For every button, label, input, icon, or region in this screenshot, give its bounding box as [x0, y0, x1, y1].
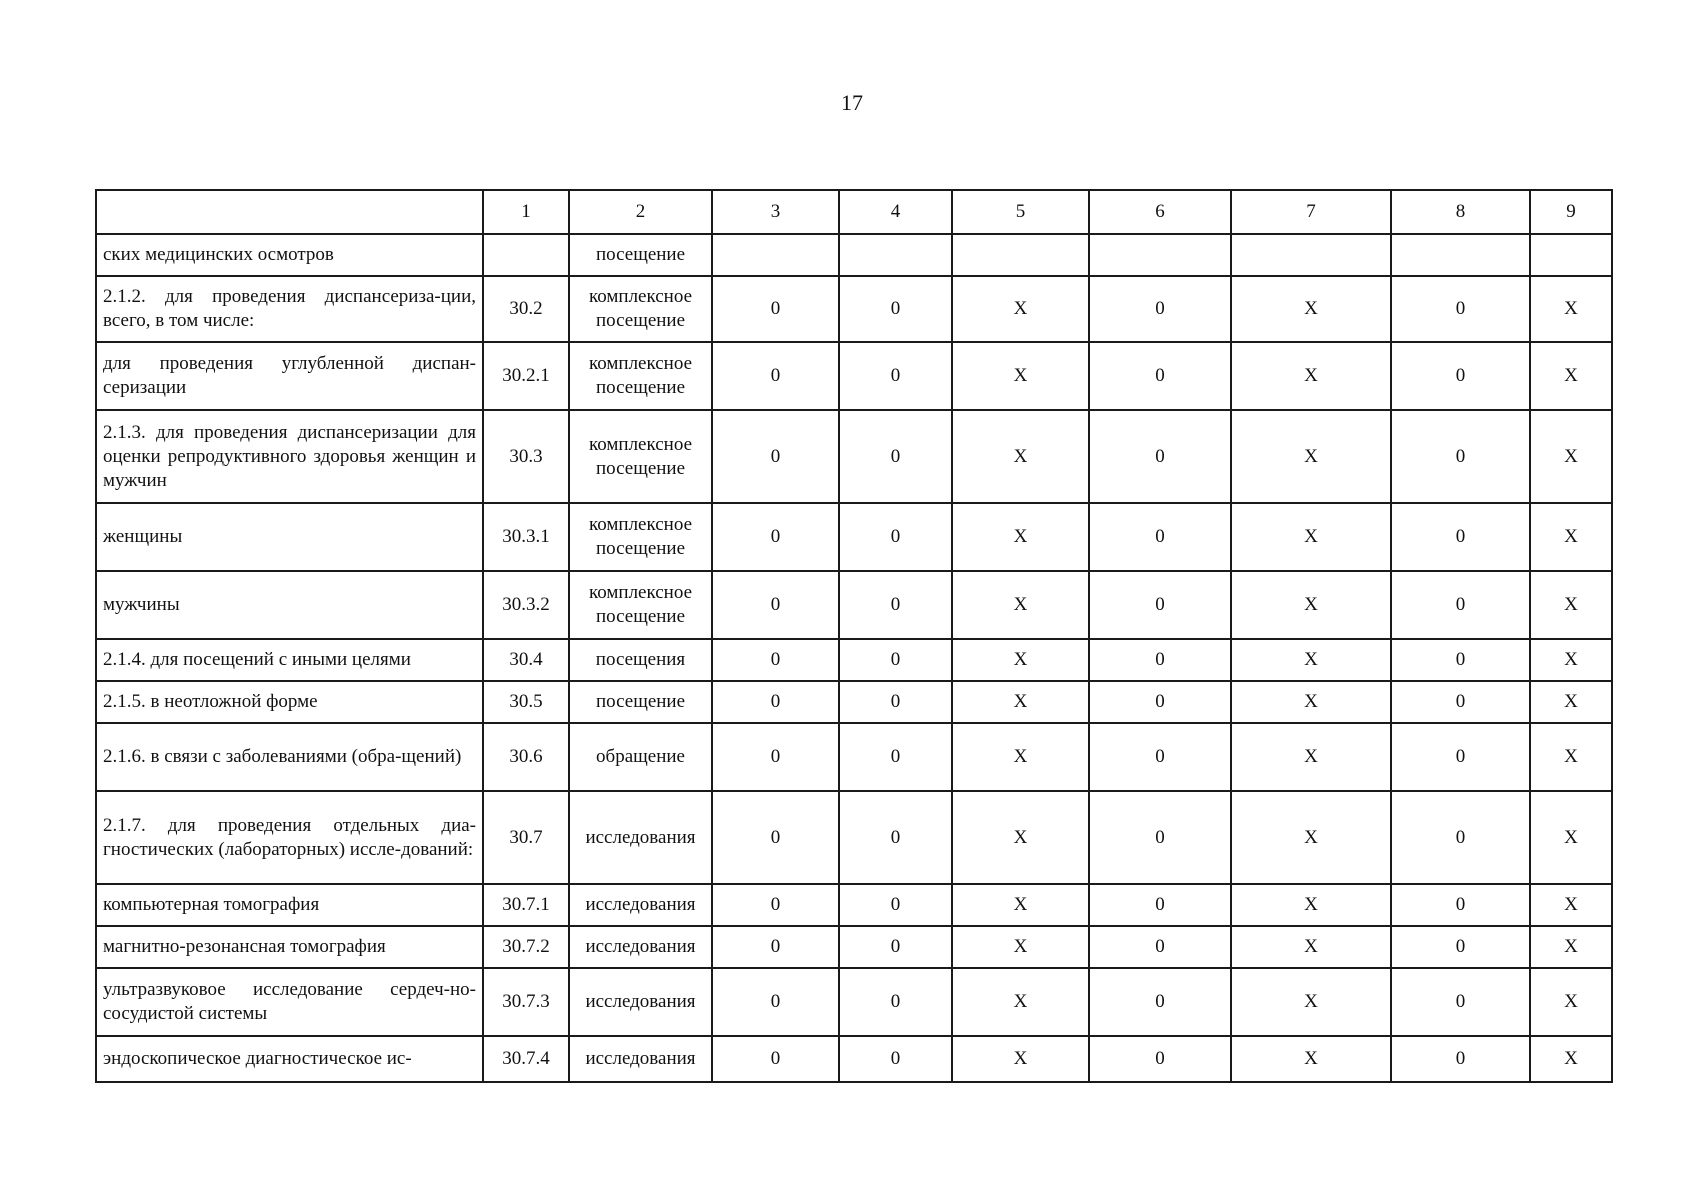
cell-c6: 0 — [1089, 639, 1231, 681]
cell-c5: X — [952, 723, 1089, 791]
cell-c6: 0 — [1089, 410, 1231, 503]
cell-code: 30.7.2 — [483, 926, 569, 968]
cell-c4: 0 — [839, 503, 952, 571]
cell-c4: 0 — [839, 926, 952, 968]
page-number: 17 — [841, 90, 863, 115]
cell-c4: 0 — [839, 276, 952, 342]
cell-c9: X — [1530, 410, 1612, 503]
cell-c4: 0 — [839, 791, 952, 884]
cell-c6: 0 — [1089, 571, 1231, 639]
header-cell-c5: 5 — [952, 190, 1089, 234]
cell-c9 — [1530, 234, 1612, 276]
cell-code: 30.4 — [483, 639, 569, 681]
header-cell-c6: 6 — [1089, 190, 1231, 234]
table-header-row — [96, 190, 1612, 234]
cell-c5: X — [952, 410, 1089, 503]
table-row — [96, 1036, 1612, 1082]
cell-c7: X — [1231, 276, 1391, 342]
table-row — [96, 234, 1612, 276]
table-row — [96, 681, 1612, 723]
cell-c7: X — [1231, 791, 1391, 884]
cell-unit: обращение — [569, 723, 712, 791]
header-cell-c7: 7 — [1231, 190, 1391, 234]
cell-c9: X — [1530, 1036, 1612, 1082]
cell-unit: исследования — [569, 968, 712, 1036]
cell-name: эндоскопическое диагностическое ис- — [96, 1036, 483, 1082]
table-row — [96, 410, 1612, 503]
table-row — [96, 968, 1612, 1036]
cell-unit: посещение — [569, 234, 712, 276]
header-cell-c8: 8 — [1391, 190, 1530, 234]
cell-code: 30.3.2 — [483, 571, 569, 639]
table-row — [96, 276, 1612, 342]
cell-c4: 0 — [839, 968, 952, 1036]
cell-c3: 0 — [712, 681, 839, 723]
cell-c3 — [712, 234, 839, 276]
cell-unit: комплексное посещение — [569, 276, 712, 342]
cell-c3: 0 — [712, 342, 839, 410]
cell-unit: исследования — [569, 791, 712, 884]
cell-c6: 0 — [1089, 503, 1231, 571]
cell-c3: 0 — [712, 1036, 839, 1082]
cell-c8: 0 — [1391, 926, 1530, 968]
cell-unit: комплексное посещение — [569, 571, 712, 639]
cell-c3: 0 — [712, 884, 839, 926]
table-row — [96, 503, 1612, 571]
cell-code: 30.2.1 — [483, 342, 569, 410]
cell-unit: исследования — [569, 926, 712, 968]
cell-c6: 0 — [1089, 968, 1231, 1036]
cell-c7: X — [1231, 410, 1391, 503]
cell-c6: 0 — [1089, 276, 1231, 342]
cell-c9: X — [1530, 884, 1612, 926]
cell-c5: X — [952, 571, 1089, 639]
cell-c7: X — [1231, 723, 1391, 791]
header-cell-code: 1 — [483, 190, 569, 234]
cell-code: 30.5 — [483, 681, 569, 723]
cell-c3: 0 — [712, 639, 839, 681]
cell-c4: 0 — [839, 884, 952, 926]
cell-c5: X — [952, 503, 1089, 571]
cell-c8 — [1391, 234, 1530, 276]
cell-c7 — [1231, 234, 1391, 276]
cell-c7: X — [1231, 1036, 1391, 1082]
cell-c8: 0 — [1391, 681, 1530, 723]
cell-c5 — [952, 234, 1089, 276]
cell-name: ских медицинских осмотров — [96, 234, 483, 276]
cell-c7: X — [1231, 639, 1391, 681]
cell-c6: 0 — [1089, 681, 1231, 723]
cell-c6: 0 — [1089, 1036, 1231, 1082]
cell-c3: 0 — [712, 723, 839, 791]
cell-c4: 0 — [839, 639, 952, 681]
table-row — [96, 639, 1612, 681]
cell-c5: X — [952, 276, 1089, 342]
cell-c4: 0 — [839, 571, 952, 639]
cell-c3: 0 — [712, 791, 839, 884]
cell-c8: 0 — [1391, 723, 1530, 791]
cell-unit: комплексное посещение — [569, 410, 712, 503]
cell-c9: X — [1530, 791, 1612, 884]
cell-c4: 0 — [839, 342, 952, 410]
cell-c8: 0 — [1391, 342, 1530, 410]
cell-c8: 0 — [1391, 410, 1530, 503]
cell-c7: X — [1231, 503, 1391, 571]
cell-c9: X — [1530, 926, 1612, 968]
cell-c8: 0 — [1391, 968, 1530, 1036]
cell-c5: X — [952, 342, 1089, 410]
cell-c6: 0 — [1089, 926, 1231, 968]
header-cell-unit: 2 — [569, 190, 712, 234]
cell-c8: 0 — [1391, 276, 1530, 342]
cell-code: 30.7 — [483, 791, 569, 884]
cell-c7: X — [1231, 968, 1391, 1036]
cell-name: 2.1.5. в неотложной форме — [96, 681, 483, 723]
cell-c7: X — [1231, 926, 1391, 968]
cell-c3: 0 — [712, 926, 839, 968]
cell-c7: X — [1231, 681, 1391, 723]
cell-name: для проведения углубленной диспан-серизации — [96, 342, 483, 410]
header-cell-c9: 9 — [1530, 190, 1612, 234]
cell-c9: X — [1530, 968, 1612, 1036]
cell-code: 30.7.3 — [483, 968, 569, 1036]
cell-c3: 0 — [712, 968, 839, 1036]
cell-c5: X — [952, 639, 1089, 681]
cell-name: 2.1.3. для проведения диспансеризации для оценки репродуктивного здоровья женщин и мужчин — [96, 410, 483, 503]
cell-c7: X — [1231, 342, 1391, 410]
header-cell-name — [96, 190, 483, 234]
cell-name: мужчины — [96, 571, 483, 639]
cell-code: 30.3.1 — [483, 503, 569, 571]
cell-name: магнитно-резонансная томография — [96, 926, 483, 968]
table-row — [96, 571, 1612, 639]
cell-c5: X — [952, 1036, 1089, 1082]
cell-unit: посещения — [569, 639, 712, 681]
cell-name: 2.1.4. для посещений с иными целями — [96, 639, 483, 681]
cell-c9: X — [1530, 571, 1612, 639]
cell-c7: X — [1231, 571, 1391, 639]
table-row — [96, 884, 1612, 926]
cell-c6 — [1089, 234, 1231, 276]
cell-c8: 0 — [1391, 1036, 1530, 1082]
cell-unit: комплексное посещение — [569, 342, 712, 410]
cell-c5: X — [952, 681, 1089, 723]
cell-c3: 0 — [712, 571, 839, 639]
cell-c9: X — [1530, 342, 1612, 410]
cell-c6: 0 — [1089, 723, 1231, 791]
cell-c3: 0 — [712, 503, 839, 571]
cell-name: 2.1.7. для проведения отдельных диа-гностических (лабораторных) иссле-дований: — [96, 791, 483, 884]
cell-c9: X — [1530, 681, 1612, 723]
cell-code: 30.3 — [483, 410, 569, 503]
cell-c9: X — [1530, 723, 1612, 791]
cell-c8: 0 — [1391, 791, 1530, 884]
header-cell-c3: 3 — [712, 190, 839, 234]
cell-name: женщины — [96, 503, 483, 571]
table-row — [96, 791, 1612, 884]
cell-c9: X — [1530, 276, 1612, 342]
cell-c5: X — [952, 791, 1089, 884]
cell-name: 2.1.6. в связи с заболеваниями (обра-щений) — [96, 723, 483, 791]
cell-c4 — [839, 234, 952, 276]
cell-code: 30.2 — [483, 276, 569, 342]
cell-name: 2.1.2. для проведения диспансериза-ции, всего, в том числе: — [96, 276, 483, 342]
cell-unit: исследования — [569, 884, 712, 926]
cell-c9: X — [1530, 639, 1612, 681]
cell-code — [483, 234, 569, 276]
cell-c6: 0 — [1089, 791, 1231, 884]
cell-c4: 0 — [839, 681, 952, 723]
cell-c3: 0 — [712, 276, 839, 342]
cell-c6: 0 — [1089, 884, 1231, 926]
cell-name: ультразвуковое исследование сердеч-но-сосудистой системы — [96, 968, 483, 1036]
cell-unit: посещение — [569, 681, 712, 723]
table-row — [96, 723, 1612, 791]
header-cell-c4: 4 — [839, 190, 952, 234]
cell-c3: 0 — [712, 410, 839, 503]
cell-c5: X — [952, 968, 1089, 1036]
cell-c7: X — [1231, 884, 1391, 926]
cell-c4: 0 — [839, 410, 952, 503]
cell-unit: комплексное посещение — [569, 503, 712, 571]
cell-c5: X — [952, 884, 1089, 926]
cell-c5: X — [952, 926, 1089, 968]
cell-c8: 0 — [1391, 884, 1530, 926]
cell-code: 30.7.1 — [483, 884, 569, 926]
table-row — [96, 342, 1612, 410]
cell-c4: 0 — [839, 723, 952, 791]
cell-c4: 0 — [839, 1036, 952, 1082]
cell-unit: исследования — [569, 1036, 712, 1082]
table-body — [96, 190, 1612, 1082]
cell-c8: 0 — [1391, 503, 1530, 571]
cell-code: 30.6 — [483, 723, 569, 791]
cell-c8: 0 — [1391, 571, 1530, 639]
cell-c6: 0 — [1089, 342, 1231, 410]
cell-code: 30.7.4 — [483, 1036, 569, 1082]
cell-name: компьютерная томография — [96, 884, 483, 926]
table-row — [96, 926, 1612, 968]
cell-c8: 0 — [1391, 639, 1530, 681]
cell-c9: X — [1530, 503, 1612, 571]
data-table — [95, 189, 1613, 1083]
